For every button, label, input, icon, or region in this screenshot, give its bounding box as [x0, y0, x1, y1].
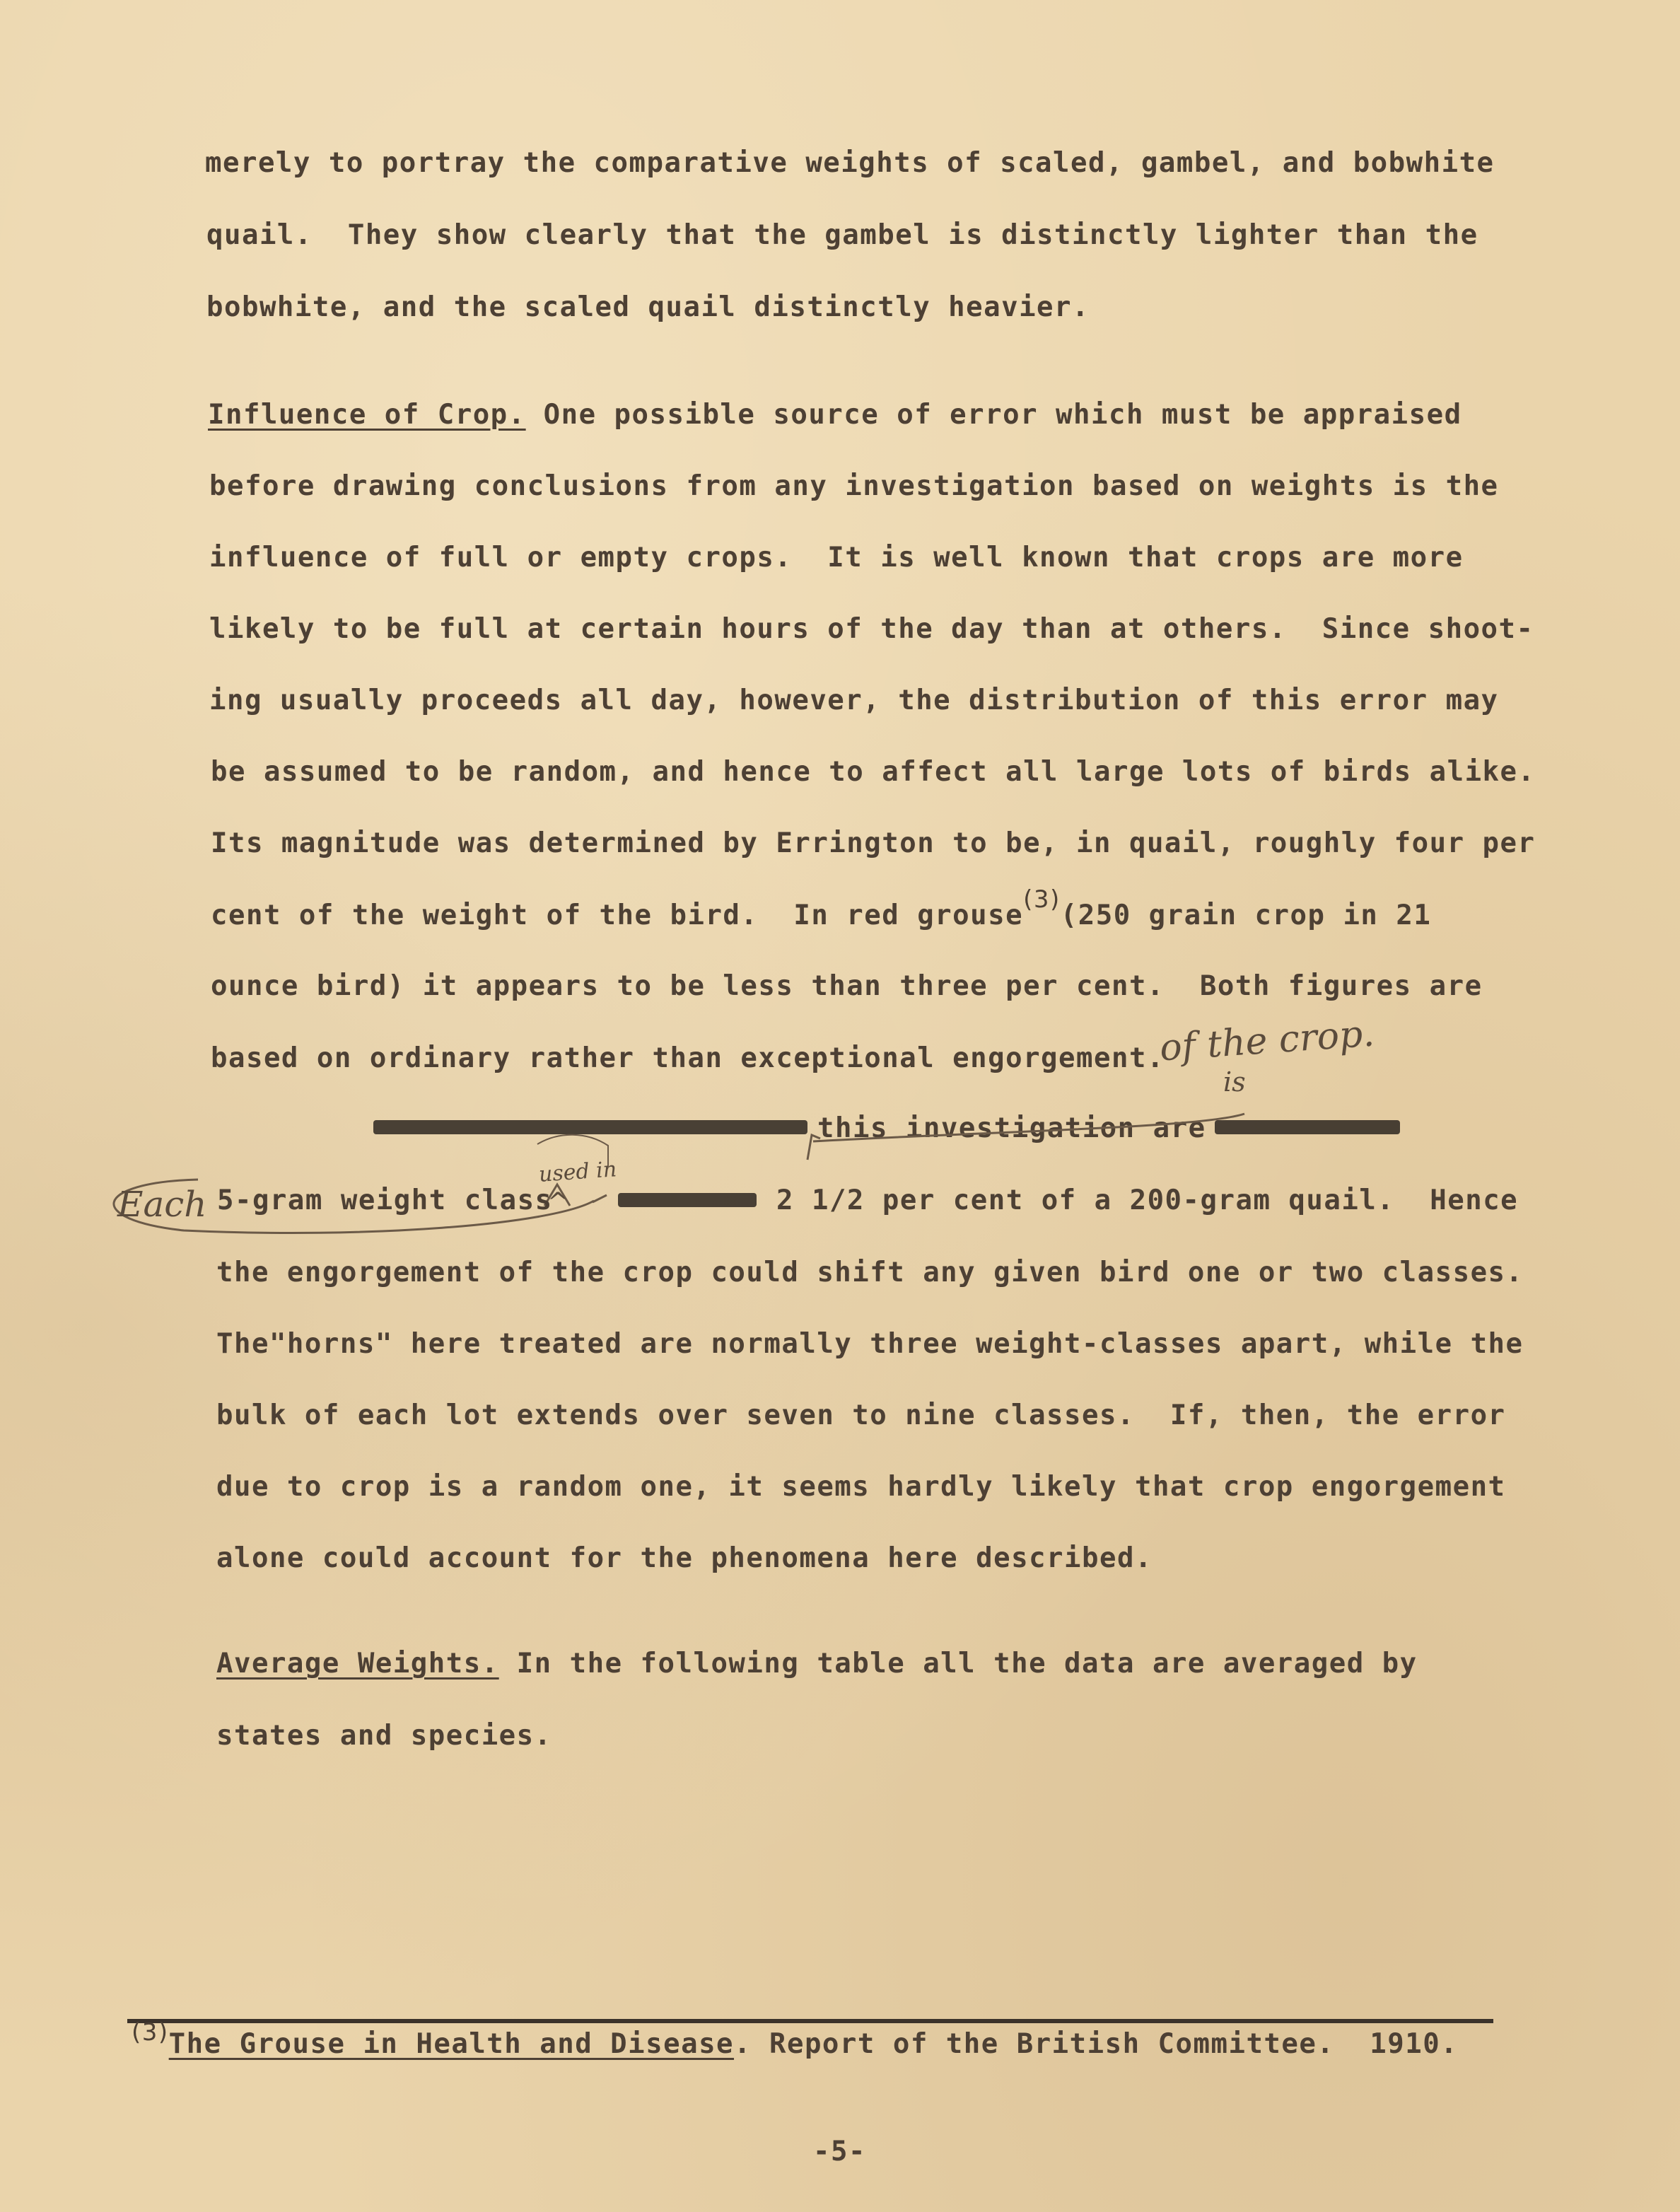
p2-line-1-rest: One possible source of error which must be appraised	[525, 399, 1462, 431]
p4-line-2: states and species.	[216, 1720, 552, 1752]
struck-out-text	[373, 1120, 807, 1134]
struck-out-text	[1215, 1120, 1400, 1134]
p2-line-8	[211, 885, 1432, 931]
p3-line-2-end: 2 1/2 per cent of a 200-gram quail. Hence	[776, 1184, 1519, 1216]
handwritten-is: is	[1223, 1066, 1246, 1098]
p2-line-7: Its magnitude was determined by Errington to be, in quail, roughly four per	[211, 827, 1536, 859]
page-number: -5-	[813, 2136, 866, 2167]
footnote-ref-3: (3)	[1023, 885, 1061, 914]
handwritten-used-in: used in	[537, 1157, 618, 1187]
footnote	[132, 2018, 1459, 2060]
p2-line-2: before drawing conclusions from any investigation based on weights is the	[209, 470, 1499, 502]
p3-line-1: this investigation are	[817, 1112, 1206, 1144]
p2-line-3: influence of full or empty crops. It is well known that crops are more	[209, 542, 1464, 574]
p3-line-3: the engorgement of the crop could shift any given bird one or two classes.	[216, 1257, 1524, 1288]
handwritten-of-the-crop: of the crop.	[1158, 1012, 1376, 1070]
footnote-marker: (3)	[132, 2018, 169, 2047]
p1-line-2: quail. They show clearly that the gambel is distinctly lighter than the	[206, 219, 1478, 251]
p3-line-6: due to crop is a random one, it seems hardly likely that crop engorgement	[216, 1471, 1506, 1503]
p2-line-10: based on ordinary rather than exceptional engorgement.	[211, 1042, 1165, 1074]
struck-out-text	[618, 1193, 757, 1207]
p2-line-8-after: (250 grain crop in 21	[1060, 900, 1432, 931]
p3-line-5: bulk of each lot extends over seven to nine classes. If, then, the error	[216, 1399, 1506, 1431]
p2-line-5: ing usually proceeds all day, however, the distribution of this error may	[209, 685, 1499, 716]
p1-line-1: merely to portray the comparative weights of scaled, gambel, and bobwhite	[205, 147, 1495, 179]
p2-line-4: likely to be full at certain hours of the day than at others. Since shoot-	[209, 613, 1534, 645]
footnote-title: The Grouse in Health and Disease	[168, 2028, 735, 2060]
p4-line-1-rest: In the following table all the data are averaged by	[498, 1648, 1418, 1680]
p3-line-7: alone could account for the phenomena here described.	[216, 1542, 1153, 1574]
handwritten-each: Each	[117, 1184, 207, 1225]
p2-line-8-before: cent of the weight of the bird. In red grouse	[211, 900, 1024, 931]
section-heading-influence-of-crop: Influence of Crop.	[208, 399, 526, 431]
footnote-rest: . Report of the British Committee. 1910.	[734, 2028, 1459, 2060]
p3-line-2: 5-gram weight class	[199, 1184, 553, 1216]
p2-line-6: be assumed to be random, and hence to affect all large lots of birds alike.	[211, 756, 1536, 788]
section-heading-average-weights: Average Weights.	[216, 1648, 499, 1680]
handwritten-caret: ^	[547, 1188, 569, 1217]
p4-line-1	[216, 1648, 1418, 1680]
p2-line-1	[208, 399, 1462, 431]
p1-line-3: bobwhite, and the scaled quail distinctly heavier.	[206, 291, 1090, 323]
p3-line-4: The"horns" here treated are normally three weight-classes apart, while the	[216, 1328, 1524, 1360]
p2-line-9: ounce bird) it appears to be less than three per cent. Both figures are	[211, 970, 1483, 1002]
